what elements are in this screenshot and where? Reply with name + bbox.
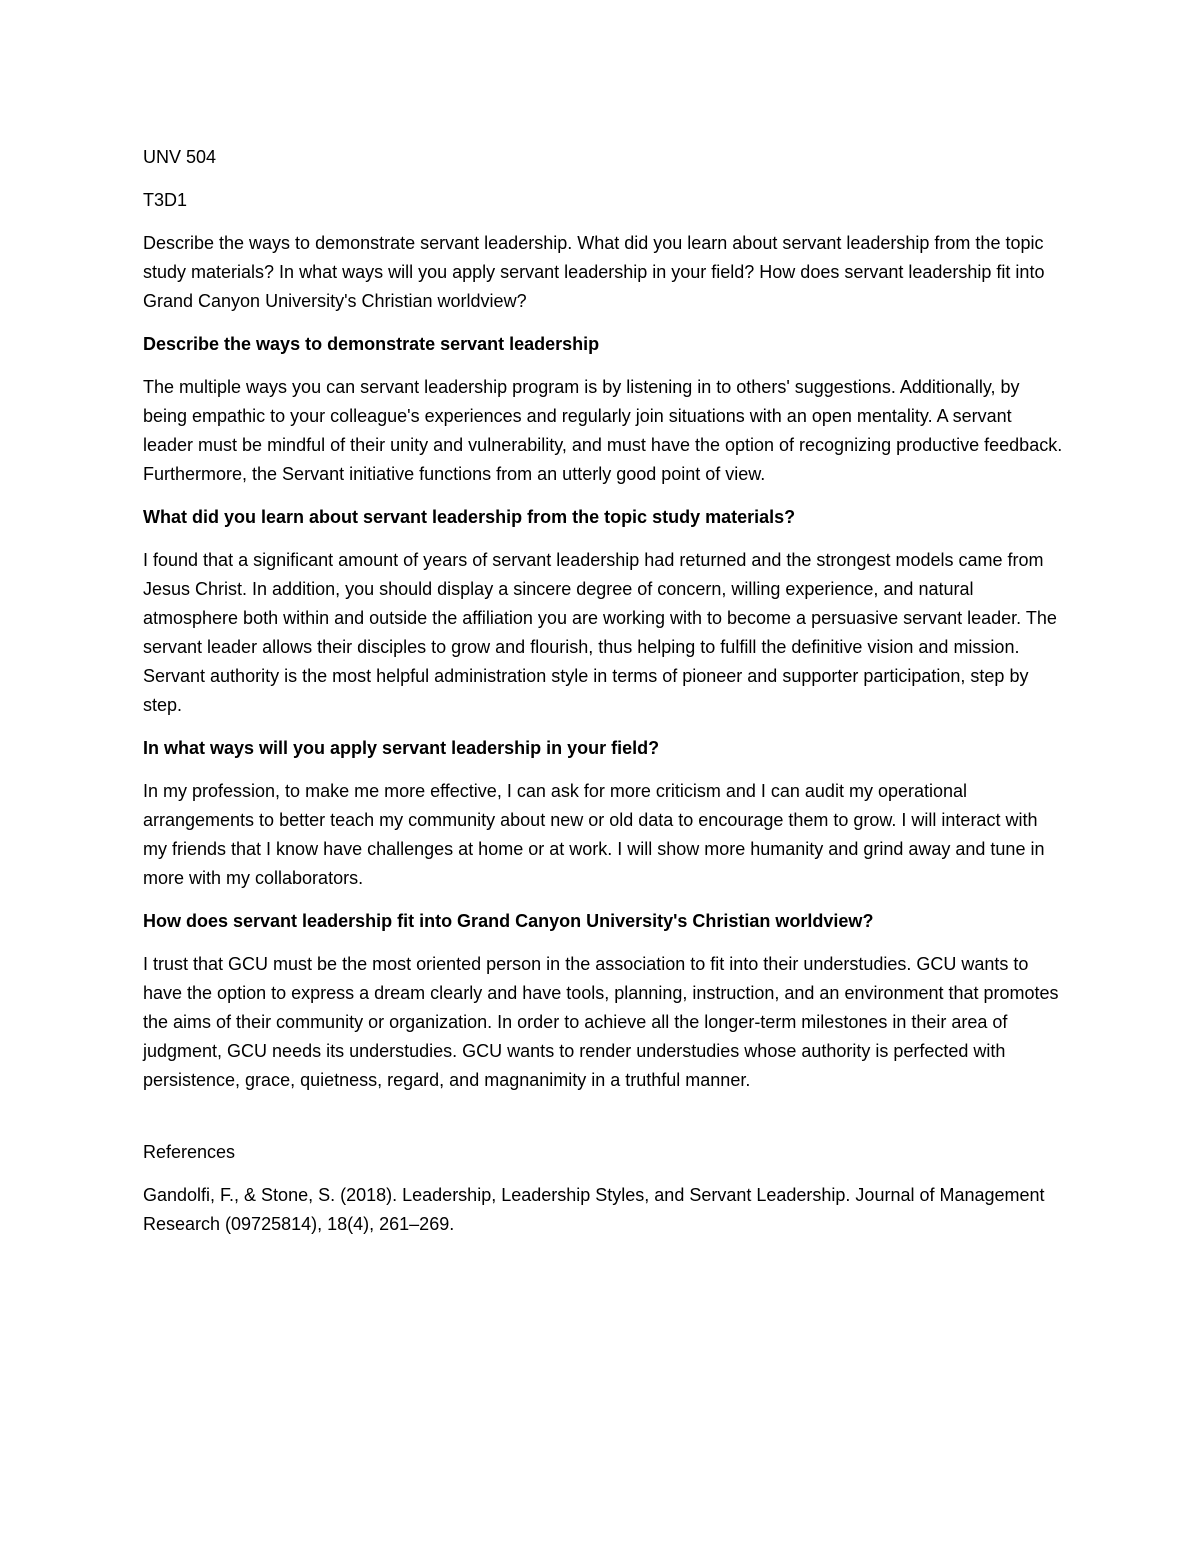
- section-body: The multiple ways you can servant leadership program is by listening in to others' suggestions. Additionally, by being empathic to your colleague's experiences and regularly join situations with an open mentality. A servant leader must be mindful of their unity and vulnerability, and must have the option of recognizing productive feedback. Furthermore, the Servant initiative functions from an utterly good point of view.: [143, 377, 1063, 484]
- section-heading: What did you learn about servant leadership from the topic study materials?: [143, 507, 796, 527]
- section-heading: Describe the ways to demonstrate servant leadership: [143, 334, 600, 354]
- references-title: References: [143, 1142, 236, 1162]
- course-code: UNV 504: [143, 147, 217, 167]
- document-page: [143, 143, 1063, 1253]
- prompt-paragraph: Describe the ways to demonstrate servant leadership. What did you learn about servant leadership from the topic study materials? In what ways will you apply servant leadership in your field? How does servant leadership fit into Grand Canyon University's Christian worldview?: [143, 233, 1045, 311]
- section-heading: In what ways will you apply servant leadership in your field?: [143, 738, 660, 758]
- section-body: I found that a significant amount of years of servant leadership had returned and the strongest models came from Jesus Christ. In addition, you should display a sincere degree of concern, willing experience, and natural atmosphere both within and outside the affiliation you are working with to become a persuasive servant leader. The servant leader allows their disciples to grow and flourish, thus helping to fulfill the definitive vision and mission. Servant authority is the most helpful administration style in terms of pioneer and supporter participation, step by step.: [143, 550, 1057, 715]
- section-body: In my profession, to make me more effective, I can ask for more criticism and I can audit my operational arrangements to better teach my community about new or old data to encourage them to grow. I will interact with my friends that I know have challenges at home or at work. I will show more humanity and grind away and tune in more with my collaborators.: [143, 781, 1045, 888]
- section-body: I trust that GCU must be the most oriented person in the association to fit into their understudies. GCU wants to have the option to express a dream clearly and have tools, planning, instruction, and an environment that promotes the aims of their community or organization. In order to achieve all the longer-term milestones in their area of judgment, GCU needs its understudies. GCU wants to render understudies whose authority is perfected with persistence, grace, quietness, regard, and magnanimity in a truthful manner.: [143, 954, 1059, 1090]
- reference-entry: Gandolfi, F., & Stone, S. (2018). Leadership, Leadership Styles, and Servant Leadership. Journal of Management Research (09725814), 18(4), 261–269.: [143, 1185, 1045, 1234]
- section-heading: How does servant leadership fit into Grand Canyon University's Christian worldview?: [143, 911, 874, 931]
- assignment-id: T3D1: [143, 190, 188, 210]
